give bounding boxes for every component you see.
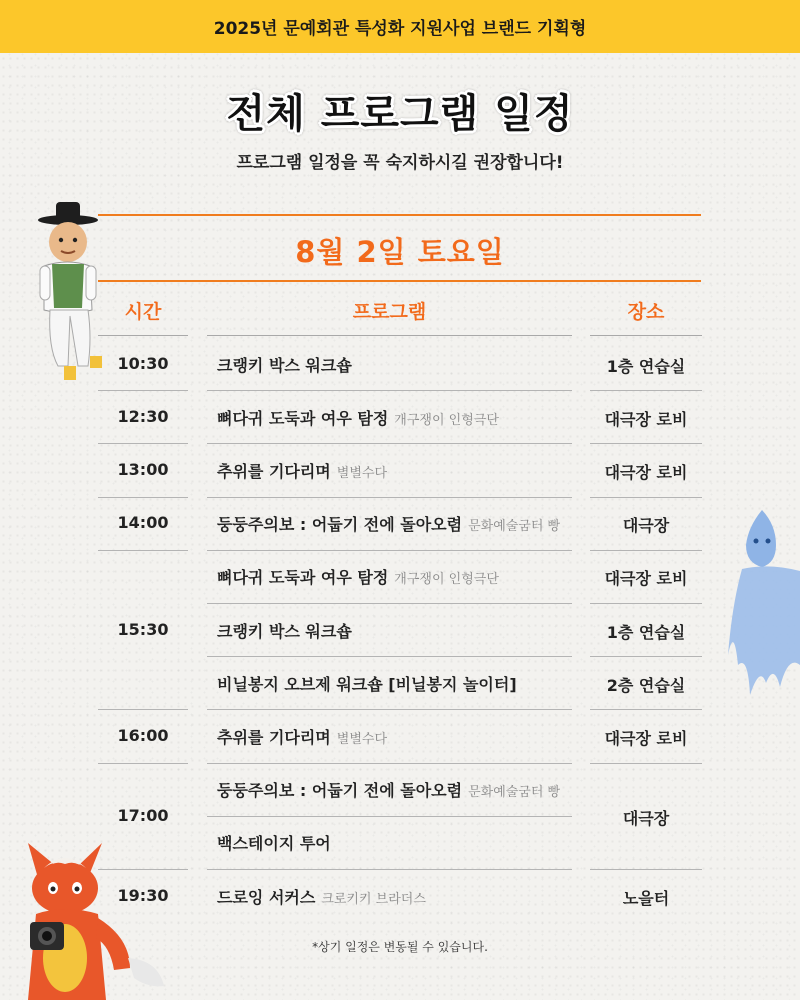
performer-note: 문화예술굼터 빵 (468, 785, 561, 801)
column-header-program: 프로그램 (352, 301, 427, 323)
program-title: 크랭키 박스 워크숍 (217, 621, 352, 641)
time-divider (98, 550, 188, 551)
program-divider (207, 497, 572, 498)
header-divider-time (98, 335, 188, 336)
performer-note: 문화예술굼터 빵 (468, 519, 561, 535)
performer-note: 별별수다 (336, 732, 387, 747)
place-divider (590, 390, 702, 391)
place-divider (590, 497, 702, 498)
program-title: 추위를 기다리며 (217, 462, 331, 481)
date-heading: 8월 2일 토요일 (295, 235, 505, 269)
program-title: 드로잉 서커스 (217, 887, 316, 907)
place-cell: 대극장 로비 (604, 569, 688, 589)
banner-text: 2025년 문예회관 특성화 지원사업 브랜드 기획형 (213, 19, 587, 39)
program-title: 백스테이지 투어 (217, 834, 331, 854)
place-cell: 노을터 (622, 888, 670, 908)
place-cell: 대극장 (622, 808, 670, 828)
time-cell: 15:30 (117, 619, 169, 639)
place-cell: 2층 연습실 (606, 675, 686, 695)
place-divider (590, 709, 702, 710)
program-cell (217, 831, 331, 854)
time-cell: 12:30 (117, 406, 169, 426)
footnote: *상기 일정은 변동될 수 있습니다. (312, 940, 488, 954)
program-title: 둥둥주의보 : 어둡기 전에 돌아오렴 (217, 781, 463, 801)
blue-ghost-puppet-icon (728, 505, 800, 700)
program-divider (207, 603, 572, 604)
program-cell (217, 778, 560, 801)
time-cell: 16:00 (117, 726, 169, 745)
program-title: 추위를 기다리며 (217, 728, 331, 747)
time-divider (98, 709, 188, 710)
place-divider (590, 550, 702, 551)
program-title: 비닐봉지 오브제 워크숍 [비닐봉지 놀이터] (217, 674, 517, 694)
program-cell (217, 459, 387, 482)
program-title: 크랭키 박스 워크숍 (217, 355, 352, 375)
place-divider (590, 656, 702, 657)
place-cell: 대극장 로비 (604, 729, 688, 748)
date-bottom-line (98, 280, 701, 282)
header-divider-program (207, 335, 572, 336)
place-cell: 대극장 로비 (604, 409, 688, 429)
time-divider (98, 763, 188, 764)
time-cell: 10:30 (117, 353, 169, 373)
time-cell: 19:30 (117, 885, 169, 905)
column-header-place: 장소 (627, 301, 665, 323)
place-divider (590, 869, 702, 870)
time-cell: 14:00 (117, 513, 169, 533)
program-cell (217, 565, 499, 588)
program-cell (217, 406, 499, 429)
program-title: 뼈다귀 도둑과 여우 탐정 (217, 408, 389, 428)
performer-note: 크로키키 브라더스 (321, 891, 426, 907)
program-cell (217, 512, 560, 535)
performer-note: 별별수다 (336, 466, 387, 481)
date-top-line (98, 214, 701, 216)
page-subtitle: 프로그램 일정을 꼭 숙지하시길 권장합니다! (236, 153, 564, 173)
hanbok-boy-puppet-icon (28, 198, 108, 388)
red-fox-puppet-with-camera-icon (18, 838, 168, 1000)
place-divider (590, 443, 702, 444)
time-divider (98, 497, 188, 498)
program-divider (207, 869, 572, 870)
program-divider (207, 763, 572, 764)
place-cell: 대극장 (622, 516, 670, 536)
program-cell (217, 672, 517, 695)
place-divider (590, 603, 702, 604)
program-divider (207, 709, 572, 710)
program-cell (217, 619, 352, 642)
program-divider (207, 443, 572, 444)
place-divider (590, 763, 702, 764)
top-banner (0, 0, 800, 53)
place-cell: 1층 연습실 (606, 356, 686, 376)
page-title-text: 전체 프로그램 일정 (226, 91, 574, 137)
program-cell (217, 885, 426, 908)
time-divider (98, 390, 188, 391)
program-divider (207, 390, 572, 391)
performer-note: 개구쟁이 인형극단 (394, 572, 499, 588)
program-divider (207, 816, 572, 817)
time-cell: 17:00 (117, 805, 169, 825)
program-divider (207, 656, 572, 657)
program-title: 뼈다귀 도둑과 여우 탐정 (217, 568, 389, 588)
program-title: 둥둥주의보 : 어둡기 전에 돌아오렴 (217, 515, 463, 535)
time-divider (98, 443, 188, 444)
place-cell: 대극장 로비 (604, 463, 688, 482)
program-cell (217, 353, 352, 376)
page-title (0, 78, 800, 143)
performer-note: 개구쟁이 인형극단 (394, 412, 499, 428)
time-cell: 13:00 (117, 460, 169, 479)
program-cell (217, 725, 387, 748)
program-divider (207, 550, 572, 551)
header-divider-place (590, 335, 702, 336)
column-header-time: 시간 (124, 301, 162, 323)
place-cell: 1층 연습실 (606, 622, 686, 642)
